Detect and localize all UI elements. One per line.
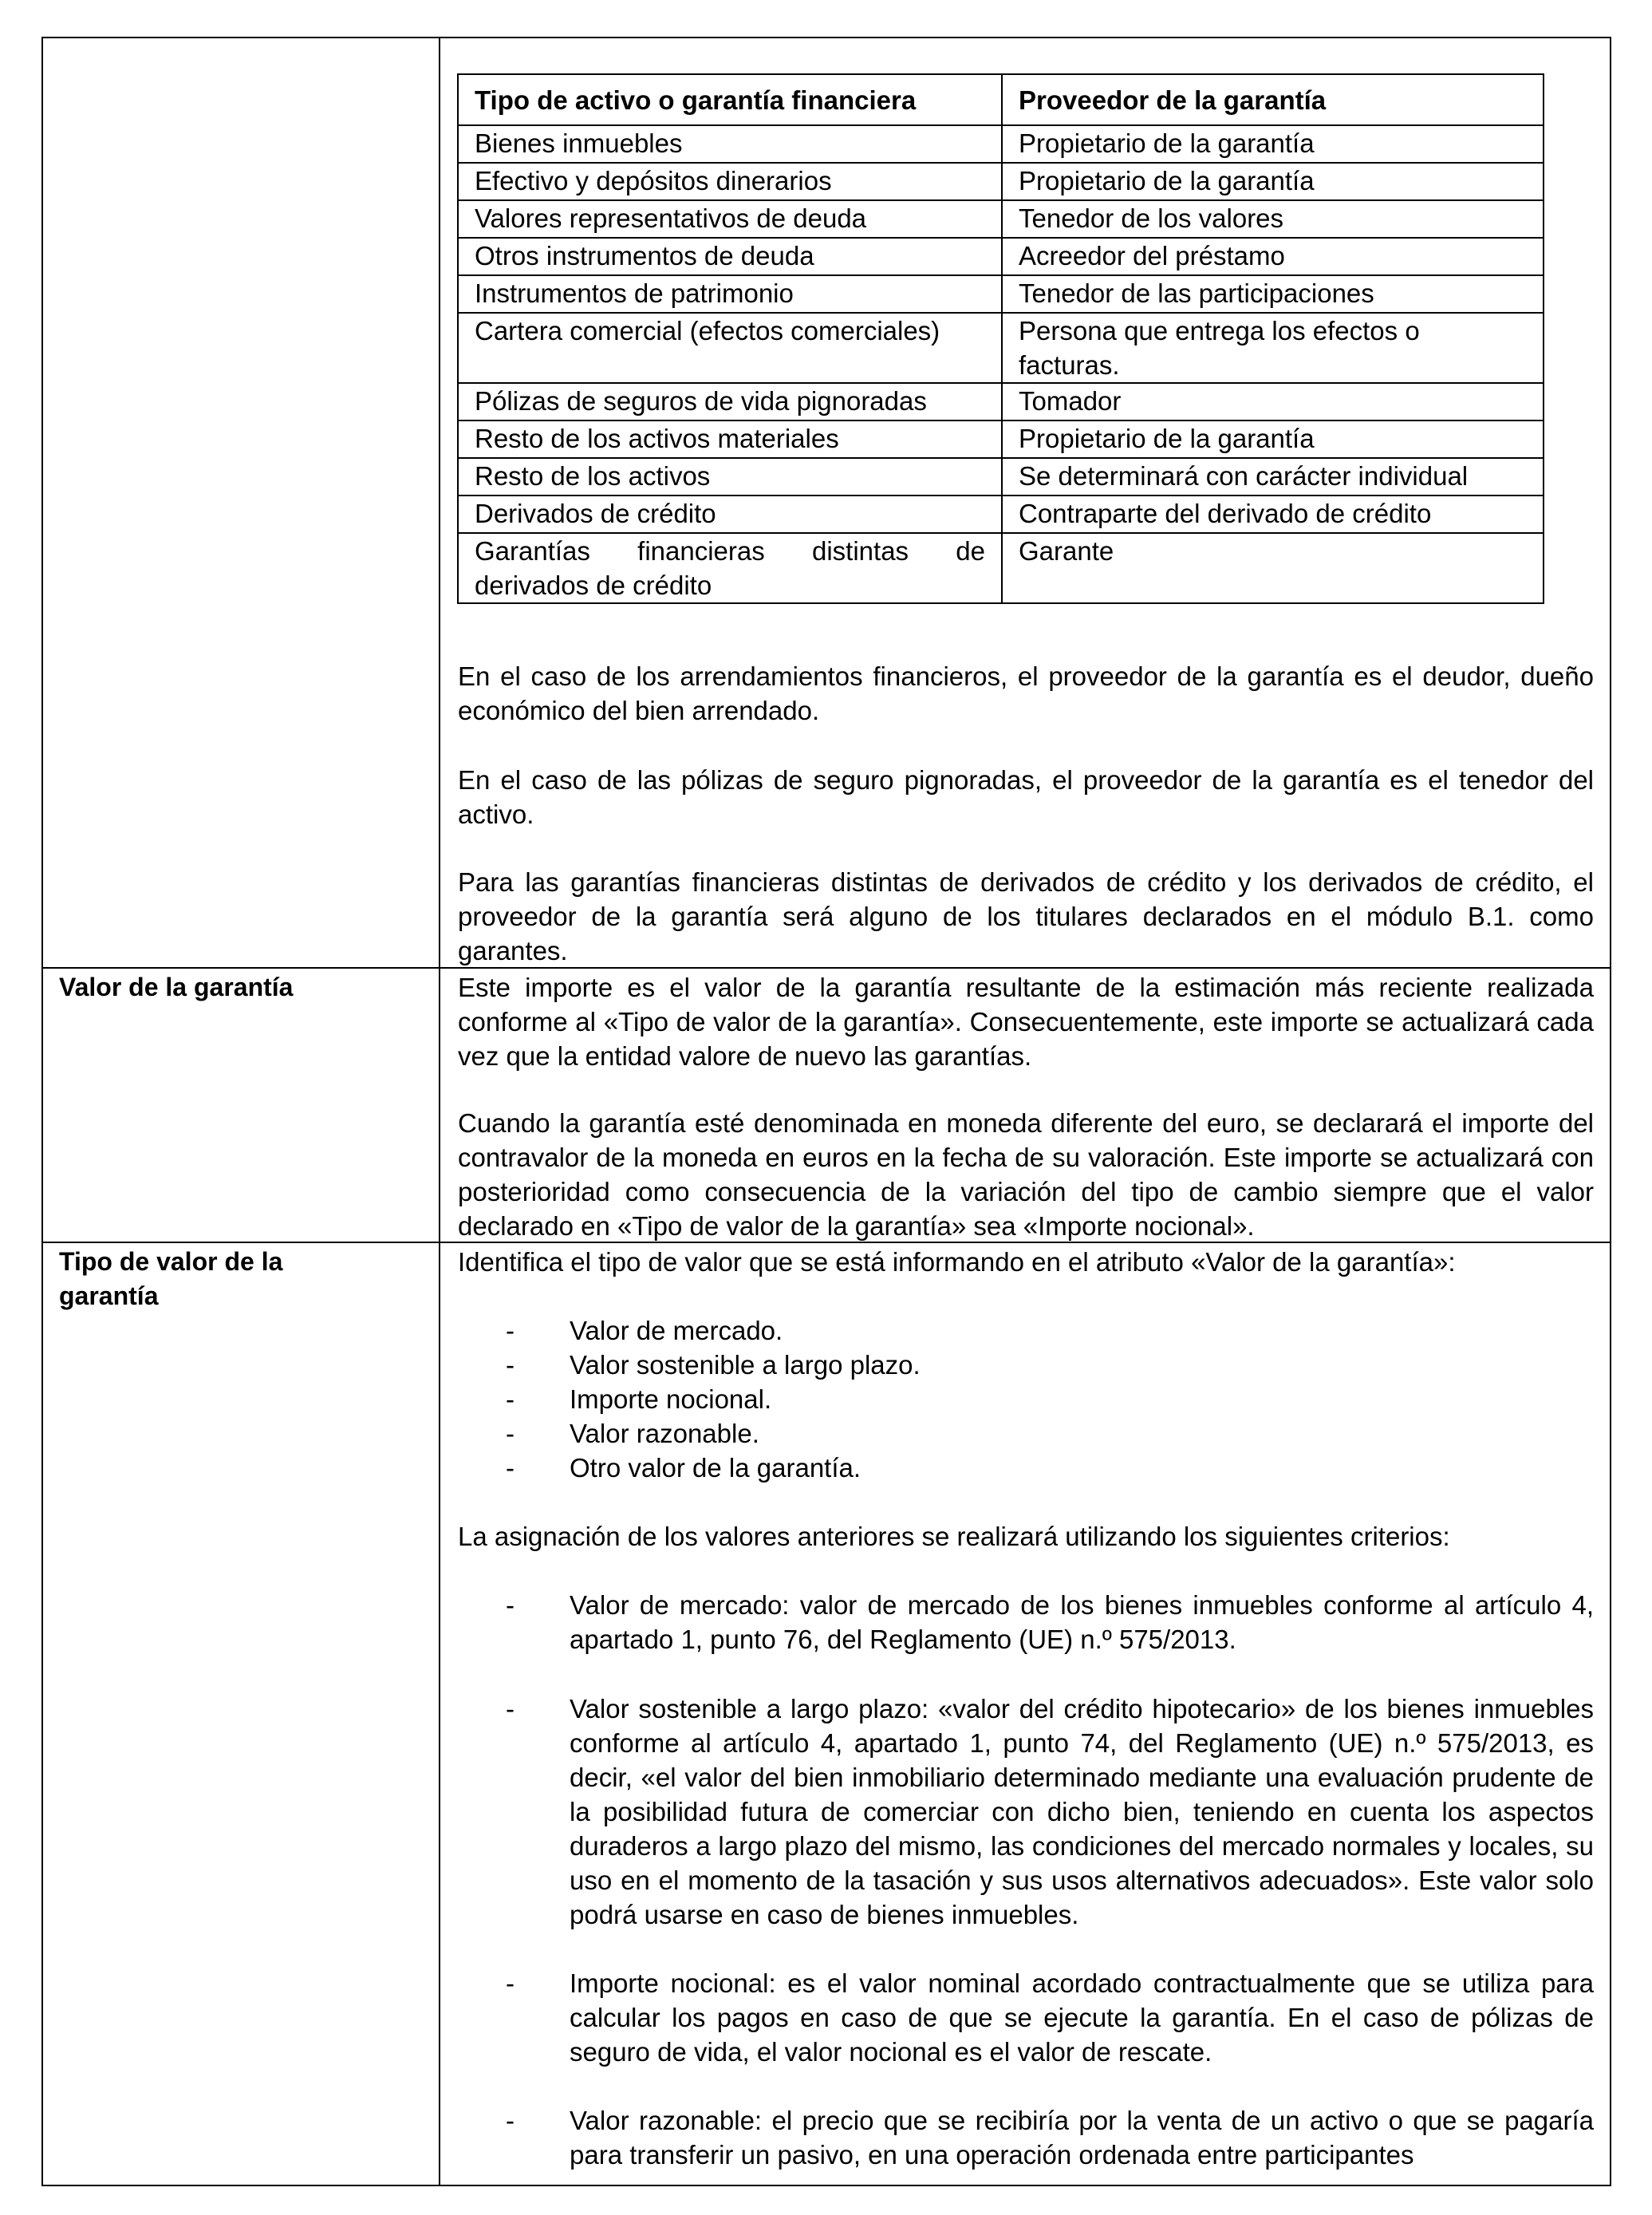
list-item: [506, 1416, 1594, 1451]
bullet-dash: -: [506, 1590, 515, 1620]
bullet-dash: -: [506, 1350, 515, 1380]
table-cell: Resto de los activos: [458, 458, 1002, 496]
table-row: [458, 200, 1544, 238]
criteria-item: [506, 1966, 1594, 2069]
list-item: [506, 1348, 1594, 1382]
table-cell: Resto de los activos materiales: [458, 420, 1002, 458]
bullet-dash: -: [506, 1694, 515, 1723]
paragraph-tipo-intro: Identifica el tipo de valor que se está informando en el atributo «Valor de la garantía»:: [458, 1247, 1456, 1277]
paragraph-valor-2: Cuando la garantía esté denominada en moneda diferente del euro, se declarará el importe del contravalor de la moneda en euros en la fecha de su valoración. Este importe se actualizará con posterioridad como consecuencia de la variación del tipo de cambio siempre que el valor declarado en «Tipo de valor de la garantía» sea «Importe nocional».: [458, 1108, 1594, 1241]
table-cell: Acreedor del préstamo: [1002, 238, 1544, 275]
table-cell: Otros instrumentos de deuda: [458, 238, 1002, 275]
table-cell: Derivados de crédito: [458, 496, 1002, 533]
list-item: [506, 1451, 1594, 1485]
table-cell: Garante: [1002, 533, 1544, 603]
table-cell: Propietario de la garantía: [1002, 420, 1544, 458]
column-header-provider: Proveedor de la garantía: [1002, 74, 1544, 125]
bullet-dash: -: [506, 1384, 515, 1414]
table-cell: Efectivo y depósitos dinerarios: [458, 163, 1002, 200]
table-row: [458, 420, 1544, 458]
criteria-item: [506, 2103, 1594, 2172]
table-cell: Instrumentos de patrimonio: [458, 275, 1002, 313]
table-cell: Cartera comercial (efectos comerciales): [458, 313, 1002, 383]
list-item: [506, 1382, 1594, 1416]
paragraph-valor-1: Este importe es el valor de la garantía resultante de la estimación más reciente realizada conforme al «Tipo de valor de la garantía». Consecuentemente, este importe se actualizará cada vez que la entidad valore de nuevo las garantías.: [458, 973, 1594, 1071]
row-label-valor-garantia: Valor de la garantía: [59, 973, 294, 1001]
list-item-text: Otro valor de la garantía.: [570, 1453, 861, 1483]
table-cell: Valores representativos de deuda: [458, 200, 1002, 238]
criteria-item: [506, 1588, 1594, 1656]
criteria-text: Valor sostenible a largo plazo: «valor del crédito hipotecario» de los bienes inmuebles conforme al artículo 4, apartado 1, punto 74, del Reglamento (UE) n.º 575/2013, es decir, «el valor del bien inmobiliario determinado mediante una evaluación prudente de la posibilidad futura de comerciar con dicho bien, teniendo en cuenta los aspectos duraderos a largo plazo del mismo, las condiciones del mercado normales y locales, su uso en el momento de la tasación y sus usos alternativos adecuados». Este valor solo podrá usarse en caso de bienes inmuebles.: [570, 1694, 1594, 1929]
table-cell: Contraparte del derivado de crédito: [1002, 496, 1544, 533]
bullet-dash: -: [506, 2106, 515, 2135]
criteria-item: [506, 1692, 1594, 1932]
table-cell: Tenedor de las participaciones: [1002, 275, 1544, 313]
paragraph-leasing: En el caso de los arrendamientos financieros, el proveedor de la garantía es el deudor, dueño económico del bien arrendado.: [458, 661, 1594, 725]
table-row: [458, 163, 1544, 200]
table-cell: Persona que entrega los efectos o facturas.: [1002, 313, 1544, 383]
bullet-dash: -: [506, 1316, 515, 1345]
paragraph-pledged-policies: En el caso de las pólizas de seguro pignoradas, el proveedor de la garantía es el tenedor del activo.: [458, 765, 1594, 829]
bullet-dash: -: [506, 1453, 515, 1483]
table-cell: Propietario de la garantía: [1002, 163, 1544, 200]
criteria-text: Valor razonable: el precio que se recibiría por la venta de un activo o que se pagaría para transferir un pasivo, en una operación ordenada entre participantes: [570, 2106, 1594, 2170]
column-divider: [439, 37, 440, 2186]
table-cell: Se determinará con carácter individual: [1002, 458, 1544, 496]
provider-table-header-row: [458, 74, 1544, 125]
table-cell: Tomador: [1002, 383, 1544, 420]
list-item-text: Importe nocional.: [570, 1384, 772, 1414]
provider-table: [457, 73, 1544, 604]
list-item: [506, 1313, 1594, 1348]
table-row: [458, 533, 1544, 603]
row-label-tipo-valor: Tipo de valor de la garantía: [59, 1247, 283, 1310]
paragraph-criteria-intro: La asignación de los valores anteriores se realizará utilizando los siguientes criterios:: [458, 1522, 1450, 1551]
table-row: [458, 238, 1544, 275]
table-row: [458, 313, 1544, 383]
criteria-text: Importe nocional: es el valor nominal acordado contractualmente que se utiliza para calcular los pagos en caso de que se ejecute la garantía. En el caso de pólizas de seguro de vida, el valor nocional es el valor de rescate.: [570, 1968, 1594, 2067]
paragraph-credit-derivatives: Para las garantías financieras distintas de derivados de crédito y los derivados de crédito, el proveedor de la garantía será alguno de los titulares declarados en el módulo B.1. como garantes.: [458, 867, 1594, 965]
table-cell: Pólizas de seguros de vida pignoradas: [458, 383, 1002, 420]
bullet-dash: -: [506, 1968, 515, 1998]
column-header-asset-type: Tipo de activo o garantía financiera: [458, 74, 1002, 125]
table-row: [458, 125, 1544, 163]
list-item-text: Valor de mercado.: [570, 1316, 783, 1345]
bullet-dash: -: [506, 1419, 515, 1448]
list-item-text: Valor razonable.: [570, 1419, 759, 1448]
table-row: [458, 383, 1544, 420]
table-cell: Garantías financieras distintas de derivados de crédito: [458, 533, 1002, 603]
table-cell: Propietario de la garantía: [1002, 125, 1544, 163]
table-cell: Tenedor de los valores: [1002, 200, 1544, 238]
criteria-text: Valor de mercado: valor de mercado de los bienes inmuebles conforme al artículo 4, apartado 1, punto 76, del Reglamento (UE) n.º 575/2013.: [570, 1590, 1594, 1654]
list-item-text: Valor sostenible a largo plazo.: [570, 1350, 921, 1380]
table-cell: Bienes inmuebles: [458, 125, 1002, 163]
table-row: [458, 496, 1544, 533]
table-row: [458, 458, 1544, 496]
table-row: [458, 275, 1544, 313]
